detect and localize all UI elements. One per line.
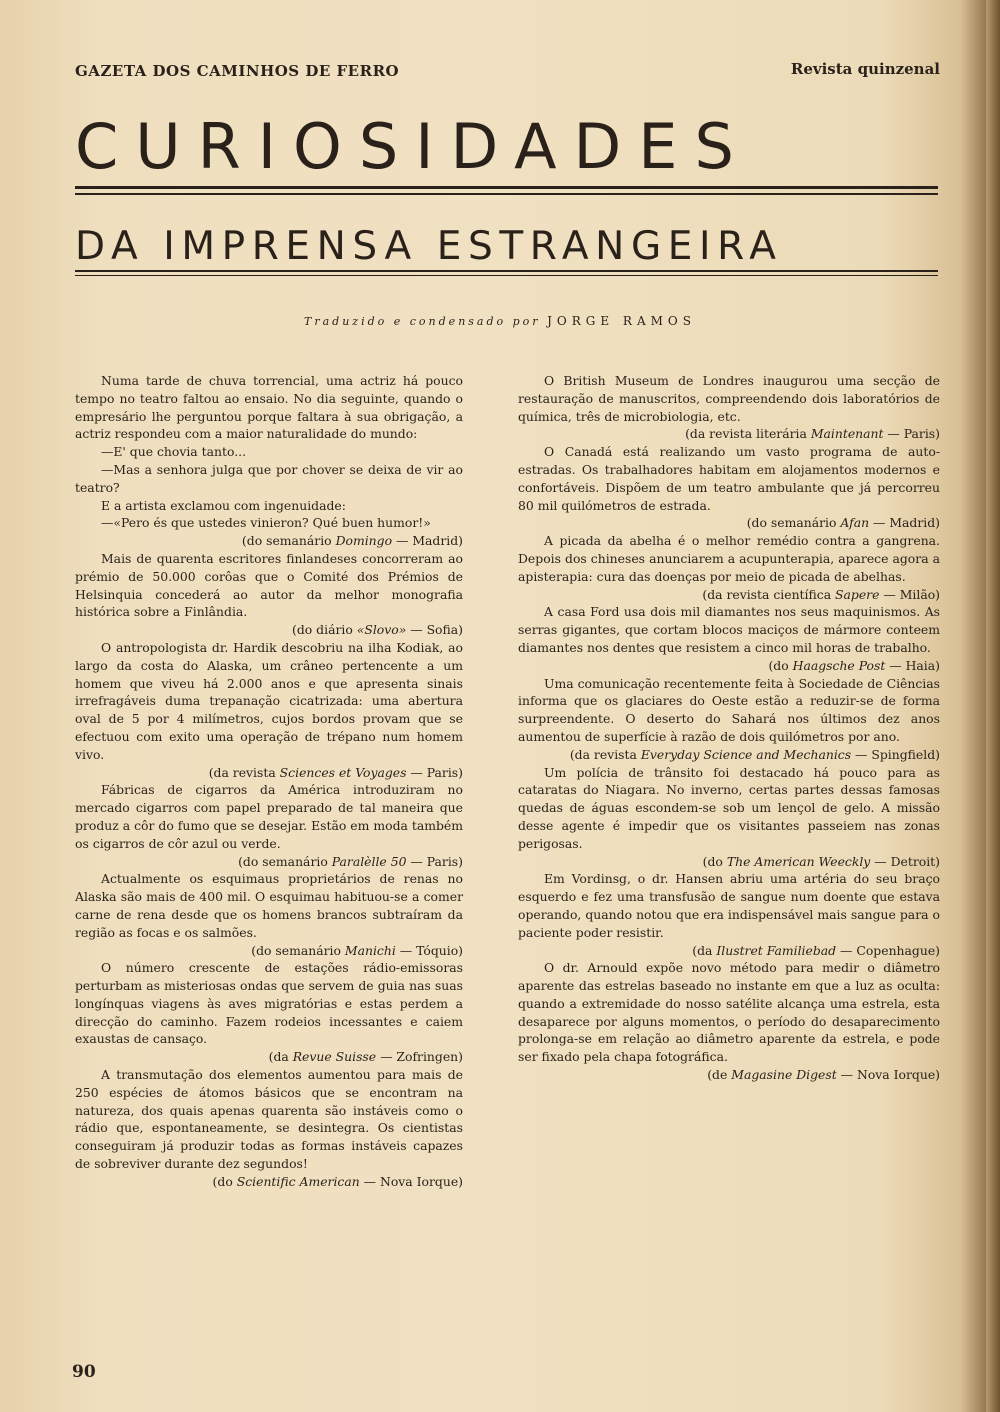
source-prefix: (da revista literária bbox=[685, 426, 811, 442]
news-paragraph: O dr. Arnould expõe novo método para medir o diâmetro aparente das estrelas baseado no instante em que a luz as oculta: quando a extremidade do nosso satélite alcança uma estrela, esta desaparece por alguns momentos, o período do desaparecimento prolonga-se em relação ao diâmetro aparente da estrela, e pode ser fixado pela chapa fotográfica. bbox=[518, 960, 940, 1065]
news-paragraph: A casa Ford usa dois mil diamantes nos seus maquinismos. As serras gigantes, que cortam blocos maciços de mármore conteem diamantes nos dentes que resistem a cinco mil horas de trabalho. bbox=[518, 604, 940, 655]
news-paragraph: E a artista exclamou com ingenuidade: bbox=[101, 497, 346, 513]
news-item bbox=[75, 372, 463, 550]
source-suffix: — Copenhague) bbox=[836, 942, 940, 958]
publication-name: GAZETA DOS CAMINHOS DE FERRO bbox=[75, 62, 400, 80]
source-publication: Paralèlle 50 bbox=[331, 853, 407, 869]
source-publication: Magasine Digest bbox=[731, 1067, 837, 1083]
source-suffix: — Sofia) bbox=[406, 622, 463, 638]
source-prefix: (da bbox=[692, 942, 717, 958]
news-item bbox=[75, 781, 463, 870]
subtitle-rule-top bbox=[75, 270, 938, 272]
news-source bbox=[75, 1048, 463, 1066]
source-suffix: — Spingfield) bbox=[851, 746, 940, 762]
source-suffix: — Paris) bbox=[406, 764, 463, 780]
source-suffix: — Madrid) bbox=[869, 515, 940, 531]
news-source bbox=[75, 621, 463, 639]
news-item bbox=[75, 639, 463, 781]
news-paragraph: Em Vordinsg, o dr. Hansen abriu uma artéria do seu braço esquerdo e fez uma transfusão de sangue num doente que estava operando, quando notou que era indispensável mais sangue para o paciente poder resistir. bbox=[518, 871, 940, 940]
news-paragraph: O antropologista dr. Hardik descobriu na ilha Kodiak, ao largo da costa do Alaska, um crâneo pertencente a um homem que viveu há 2.000 anos e que apresenta sinais irrefragáveis duma trepanação cicatrizada: uma abertura oval de 5 por 4 milímetros, cujos bordos provam que se efectuou com exito uma operação de trépano num homem vivo. bbox=[75, 639, 463, 762]
source-publication: Manichi bbox=[344, 942, 396, 958]
publication-frequency: Revista quinzenal bbox=[790, 60, 940, 78]
news-paragraph: —E' que chovia tanto... bbox=[101, 444, 247, 460]
news-source bbox=[518, 657, 940, 675]
source-prefix: (do bbox=[212, 1173, 237, 1189]
page-number: 90 bbox=[72, 1362, 96, 1382]
source-publication: Everyday Science and Mechanics bbox=[640, 746, 852, 762]
source-suffix: — Detroit) bbox=[870, 853, 940, 869]
source-publication: Sciences et Voyages bbox=[279, 764, 407, 780]
source-prefix: (do semanário bbox=[251, 942, 345, 958]
page-edge bbox=[986, 0, 1000, 1412]
news-item bbox=[75, 870, 463, 959]
news-source bbox=[518, 586, 940, 604]
source-prefix: (do bbox=[768, 657, 793, 673]
byline-author: JORGE RAMOS bbox=[547, 314, 696, 328]
news-paragraph: Mais de quarenta escritores finlandeses concorreram ao prémio de 50.000 corôas que o Comité dos Prémios de Helsinquia concederá ao autor da melhor monografia histórica sobre a Finlândia. bbox=[75, 550, 463, 620]
news-item bbox=[75, 550, 463, 639]
news-source bbox=[518, 746, 940, 764]
source-publication: The American Weeckly bbox=[726, 853, 871, 869]
news-paragraph: O British Museum de Londres inaugurou uma secção de restauração de manuscritos, compreendendo dois laboratórios de química, três de microbiologia, etc. bbox=[518, 373, 940, 424]
title-rule-bottom bbox=[75, 193, 938, 195]
page-title: CURIOSIDADES bbox=[75, 110, 751, 183]
source-suffix: — Paris) bbox=[883, 426, 940, 442]
news-paragraph: A picada da abelha é o melhor remédio contra a gangrena. Depois dos chineses anunciarem a acupunterapia, aparece agora a apisterapia: cura das doenças por meio de picada de abelhas. bbox=[518, 533, 940, 584]
title-rule-top bbox=[75, 186, 938, 189]
news-paragraph: Uma comunicação recentemente feita à Sociedade de Ciências informa que os glaciares do Oeste estão a reduzir-se de forma surpreendente. O deserto do Sahará nos últimos dez anos aumentou de superfície à razão de dois quilómetros por ano. bbox=[518, 675, 940, 744]
source-publication: Scientific American bbox=[236, 1173, 360, 1189]
news-item bbox=[518, 372, 940, 443]
source-suffix: — Madrid) bbox=[392, 533, 463, 549]
source-prefix: (do semanário bbox=[238, 853, 332, 869]
news-paragraph: Numa tarde de chuva torrencial, uma actriz há pouco tempo no teatro faltou ao ensaio. No dia seguinte, quando o empresário lhe perguntou porque faltara à sua obrigação, a actriz respondeu com a maior naturalidade do mundo: bbox=[75, 373, 463, 442]
source-prefix: (de bbox=[707, 1067, 732, 1083]
right-column bbox=[518, 372, 940, 1084]
source-publication: Domingo bbox=[335, 533, 393, 549]
subtitle-rule-bottom bbox=[75, 275, 938, 276]
news-source bbox=[75, 853, 463, 871]
news-item bbox=[75, 959, 463, 1066]
byline-prefix: Traduzido e condensado por bbox=[304, 315, 541, 328]
left-column bbox=[75, 372, 463, 1191]
source-suffix: — Paris) bbox=[406, 853, 463, 869]
news-paragraph: O Canadá está realizando um vasto programa de auto-estradas. Os trabalhadores habitam em alojamentos modernos e confortáveis. Dispõem de um teatro ambulante que já percorreu 80 mil quilómetros de estrada. bbox=[518, 444, 940, 513]
source-prefix: (da revista bbox=[569, 746, 641, 762]
source-publication: Haagsche Post bbox=[792, 657, 886, 673]
news-paragraph: Um polícia de trânsito foi destacado há pouco para as cataratas do Niagara. No inverno, certas partes dessas famosas quedas de águas escondem-se sob um lençol de gelo. A missão desse agente é impedir que os visitantes passeiem nas zonas perigosas. bbox=[518, 764, 940, 851]
news-source bbox=[75, 942, 463, 960]
source-publication: Sapere bbox=[835, 586, 880, 602]
news-paragraph: —«Pero és que ustedes vinieron? Qué buen humor!» bbox=[101, 515, 431, 531]
news-source bbox=[75, 764, 463, 782]
byline bbox=[0, 314, 1000, 328]
news-source bbox=[518, 853, 940, 871]
news-item bbox=[518, 959, 940, 1084]
source-suffix: — Zofringen) bbox=[376, 1049, 463, 1065]
news-source bbox=[75, 532, 463, 550]
news-source bbox=[518, 425, 940, 443]
news-item bbox=[518, 443, 940, 532]
source-prefix: (da bbox=[268, 1049, 293, 1065]
source-prefix: (do semanário bbox=[746, 515, 841, 531]
source-suffix: — Nova Iorque) bbox=[359, 1173, 463, 1189]
news-paragraph: —Mas a senhora julga que por chover se deixa de vir ao teatro? bbox=[75, 461, 463, 495]
source-prefix: (da revista científica bbox=[702, 586, 836, 602]
source-suffix: — Haia) bbox=[885, 657, 940, 673]
news-source bbox=[75, 1173, 463, 1191]
page-subtitle: DA IMPRENSA ESTRANGEIRA bbox=[75, 224, 783, 269]
news-item bbox=[518, 532, 940, 603]
news-item bbox=[75, 1066, 463, 1191]
source-prefix: (do semanário bbox=[241, 533, 336, 549]
news-item bbox=[518, 870, 940, 959]
source-prefix: (da revista bbox=[208, 764, 280, 780]
source-suffix: — Tóquio) bbox=[395, 942, 463, 958]
news-paragraph: O número crescente de estações rádio-emissoras perturbam as misteriosas ondas que servem de guia nas suas longínquas viagens às aves migratórias e estas perdem a direcção do caminho. Fazem rodeios incessantes e caiem exaustas de cansaço. bbox=[75, 960, 463, 1047]
news-item bbox=[518, 764, 940, 871]
news-item bbox=[518, 675, 940, 764]
source-publication: Maintenant bbox=[810, 426, 884, 442]
source-publication: Afan bbox=[840, 515, 870, 531]
news-paragraph: Actualmente os esquimaus proprietários de renas no Alaska são mais de 400 mil. O esquimau habituou-se a comer carne de rena desde que os homens brancos subtraíram da região as focas e os salmões. bbox=[75, 871, 463, 940]
source-suffix: — Milão) bbox=[879, 586, 940, 602]
source-prefix: (do diário bbox=[292, 622, 357, 638]
source-suffix: — Nova Iorque) bbox=[836, 1067, 940, 1083]
source-prefix: (do bbox=[702, 853, 727, 869]
source-publication: «Slovo» bbox=[356, 622, 407, 638]
news-paragraph: A transmutação dos elementos aumentou para mais de 250 espécies de átomos básicos que se encontram na natureza, dos quais apenas quarenta são instáveis como o rádio que, espontaneamente, se desintegra. Os cientistas conseguiram já produzir todas as formas instáveis capazes de sobreviver durante dez segundos! bbox=[75, 1067, 463, 1172]
source-publication: Ilustret Familiebad bbox=[716, 942, 837, 958]
source-publication: Revue Suisse bbox=[292, 1049, 377, 1065]
news-paragraph: Fábricas de cigarros da América introduziram no mercado cigarros com papel preparado de tal maneira que produz a côr do fumo que se desejar. Estão em moda também os cigarros de côr azul ou verde. bbox=[75, 782, 463, 851]
news-source bbox=[518, 1066, 940, 1084]
news-source bbox=[518, 942, 940, 960]
news-source bbox=[518, 514, 940, 532]
news-item bbox=[518, 603, 940, 674]
